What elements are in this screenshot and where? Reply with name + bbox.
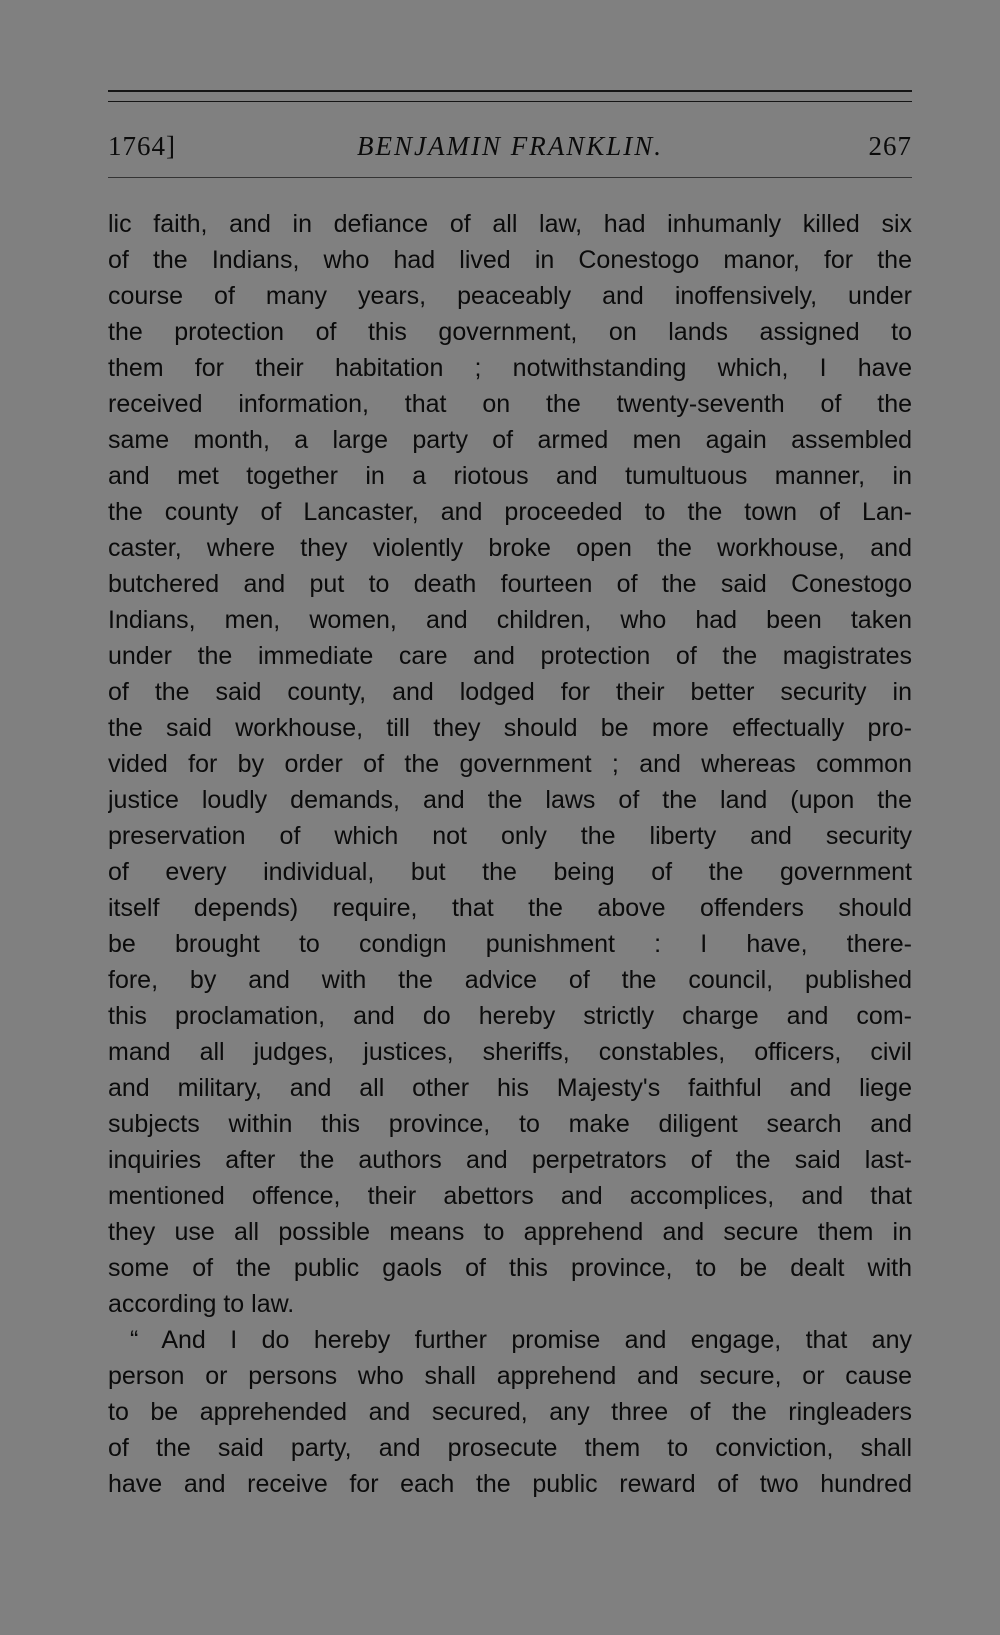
text-line: justice loudly demands, and the laws of the land (upon the [108, 786, 912, 814]
body-text [108, 206, 912, 1502]
text-line: caster, where they violently broke open the workhouse, and [108, 534, 912, 562]
text-line: the county of Lancaster, and proceeded to the town of Lan- [108, 498, 912, 526]
text-line: subjects within this province, to make diligent search and [108, 1110, 912, 1138]
text-line: of every individual, but the being of the government [108, 858, 912, 886]
page-number: 267 [868, 131, 912, 161]
text-line: butchered and put to death fourteen of the said Conestogo [108, 570, 912, 598]
text-line: of the said party, and prosecute them to conviction, shall [108, 1434, 912, 1462]
top-rule [108, 90, 912, 92]
text-line: of the said county, and lodged for their better security in [108, 678, 912, 706]
text-line: preservation of which not only the liberty and security [108, 822, 912, 850]
text-line: to be apprehended and secured, any three of the ringleaders [108, 1398, 912, 1426]
text-line: be brought to condign punishment : I have, there- [108, 930, 912, 958]
text-line: mand all judges, justices, sheriffs, constables, officers, civil [108, 1038, 912, 1066]
text-line: according to law. [108, 1290, 295, 1318]
text-line: under the immediate care and protection of the magistrates [108, 642, 912, 670]
text-line: Indians, men, women, and children, who had been taken [108, 606, 912, 634]
text-line: and met together in a riotous and tumultuous manner, in [108, 462, 912, 490]
text-line: some of the public gaols of this province, to be dealt with [108, 1254, 912, 1282]
text-line: itself depends) require, that the above offenders should [108, 894, 912, 922]
text-line: inquiries after the authors and perpetrators of the said last- [108, 1146, 912, 1174]
text-line: the said workhouse, till they should be more effectually pro- [108, 714, 912, 742]
running-head-year: 1764] [108, 131, 176, 161]
text-line: of the Indians, who had lived in Conestogo manor, for the [108, 246, 912, 274]
top-rule-thin [108, 101, 912, 102]
text-line: this proclamation, and do hereby strictly charge and com- [108, 1002, 912, 1030]
text-line-paragraph-start: “ And I do hereby further promise and engage, that any [130, 1326, 912, 1354]
text-line: mentioned offence, their abettors and accomplices, and that [108, 1182, 912, 1210]
text-line: fore, by and with the advice of the council, published [108, 966, 912, 994]
text-line: received information, that on the twenty-seventh of the [108, 390, 912, 418]
text-line: vided for by order of the government ; and whereas common [108, 750, 912, 778]
text-line: course of many years, peaceably and inoffensively, under [108, 282, 912, 310]
text-line: same month, a large party of armed men again assembled [108, 426, 912, 454]
header-rule [108, 177, 912, 178]
text-line: lic faith, and in defiance of all law, had inhumanly killed six [108, 210, 912, 238]
text-line: the protection of this government, on lands assigned to [108, 318, 912, 346]
text-line: and military, and all other his Majesty's faithful and liege [108, 1074, 912, 1102]
text-line: person or persons who shall apprehend and secure, or cause [108, 1362, 912, 1390]
book-page [108, 0, 912, 1635]
text-line: they use all possible means to apprehend and secure them in [108, 1218, 912, 1246]
text-line: them for their habitation ; notwithstanding which, I have [108, 354, 912, 382]
running-head-title: BENJAMIN FRANKLIN. [357, 131, 663, 161]
running-head [108, 126, 912, 166]
text-line: have and receive for each the public reward of two hundred [108, 1470, 912, 1498]
